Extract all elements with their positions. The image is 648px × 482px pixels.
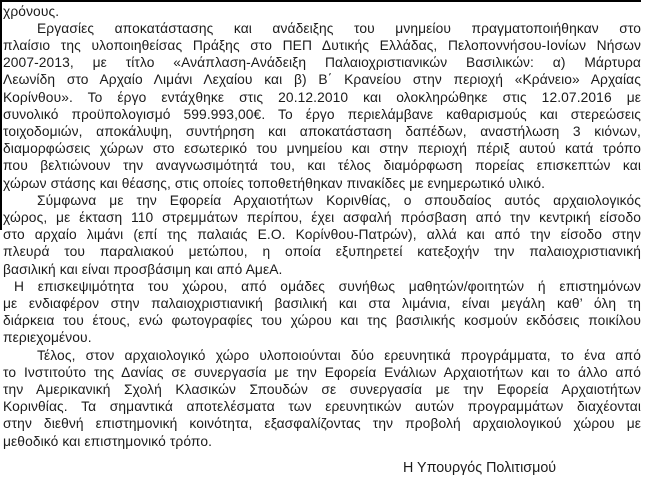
- text-line: χώρων στάσης και θέασης, στις οποίες τοποθετήθηκαν πινακίδες με ενημερωτικό υλικό.: [3, 175, 546, 191]
- text-line: το Ινστιτούτο της Δανίας σε συνεργασία με την Εφορεία Ενάλιων Αρχαιοτήτων και το άλλο από: [3, 364, 641, 380]
- text-line: στο αρχαίο λιμάνι (επί της παλαιάς Ε.Ο. Κορίνθου-Πατρών), αλλά και από την είσοδο στην: [3, 227, 641, 243]
- text-line: βασιλική και είναι προσβάσιμη και από ΑμεΑ.: [3, 261, 283, 277]
- page-left-border: [0, 0, 2, 230]
- signature-line: Η Υπουργός Πολιτισμού: [403, 460, 557, 476]
- text-line: Τέλος, στον αρχαιολογικό χώρο υλοποιούνται δύο ερευνητικά προγράμματα, το ένα από: [37, 347, 641, 363]
- paragraph-1: [3, 3, 641, 20]
- paragraph-5: [3, 347, 641, 450]
- text-line: στην διεθνή επιστημονική κοινότητα, εξασφαλίζοντας την προβολή αρχαιολογικού χώρου με: [3, 416, 641, 432]
- document-body: [3, 3, 641, 450]
- text-line: μεθοδικό και επιστημονικό τρόπο.: [3, 433, 213, 449]
- text-line: πλαίσιο της υλοποιηθείσας Πράξης στο ΠΕΠ Δυτικής Ελλάδας, Πελοποννήσου-Ιονίων Νήσων: [3, 37, 641, 53]
- text-line: Εργασίες αποκατάστασης και ανάδειξης του μνημείου πραγματοποιήθηκαν στο: [37, 20, 641, 36]
- text-line: περιεχομένου.: [3, 330, 92, 346]
- text-line: διαμορφώσεις χώρων στο εσωτερικό του μνημείου και στην περιοχή πέριξ αυτού κατά τρόπο: [3, 141, 641, 157]
- text-line: την Αμερικανική Σχολή Κλασικών Σπουδών σε συνεργασία με την Εφορεία Αρχαιοτήτων: [3, 381, 641, 397]
- text-line: που βελτιώνουν την αναγνωσιμότητά του, και τέλος διαμόρφωση πορείας επισκεπτών και: [3, 158, 641, 174]
- text-line: συνολικό προϋπολογισμό 599.993,00€. Το έργο περιελάμβανε καθαρισμούς και στερεώσεις: [3, 106, 641, 122]
- text-line: Κορίνθου». Το έργο εντάχθηκε στις 20.12.2010 και ολοκληρώθηκε στις 12.07.2016 με: [3, 89, 641, 105]
- text-line: πλευρά του παραλιακού μετώπου, η οποία εξυπηρετεί κατεξοχήν την παλαιοχριστιανική: [3, 244, 641, 260]
- text-line: 2007-2013, με τίτλο «Ανάπλαση-Ανάδειξη Παλαιοχριστιανικών Βασιλικών: α) Μάρτυρα: [3, 55, 641, 71]
- text-line: χώρος, με έκταση 110 στρεμμάτων περίπου, έχει ασφαλή πρόσβαση από την κεντρική είσοδο: [3, 209, 641, 225]
- text-line: τοιχοδομιών, αποκάλυψη, συντήρηση και αποκατάσταση δαπέδων, αναστήλωση 3 κιόνων,: [3, 123, 641, 139]
- text-line: Κορινθίας. Τα σημαντικά αποτελέσματα των ερευνητικών αυτών προγραμμάτων διαχέονται: [3, 399, 641, 415]
- paragraph-4: [3, 278, 641, 347]
- paragraph-3: [3, 192, 641, 278]
- paragraph-2: [3, 20, 641, 192]
- text-line: χρόνους.: [3, 3, 60, 19]
- text-line: διάρκεια του έτους, ενώ φωτογραφίες του χώρου και της βασιλικής κοσμούν εκδόσεις ποικίλου: [3, 313, 641, 329]
- text-line: Σύμφωνα με την Εφορεία Αρχαιοτήτων Κορινθίας, ο σπουδαίος αυτός αρχαιολογικός: [37, 192, 641, 208]
- text-line: Η επισκεψιμότητα του χώρου, από ομάδες συνήθως μαθητών/φοιτητών ή επιστημόνων: [14, 278, 641, 294]
- text-line: Λεωνίδη στο Αρχαίο Λιμάνι Λεχαίου και β) Β΄ Κρανείου στην περιοχή «Κράνειο» Αρχαίας: [3, 72, 641, 88]
- text-line: με ενδιαφέρον στην παλαιοχριστιανική βασιλική και στα λιμάνια, είναι μεγάλη καθ’ όλη τη: [3, 295, 641, 311]
